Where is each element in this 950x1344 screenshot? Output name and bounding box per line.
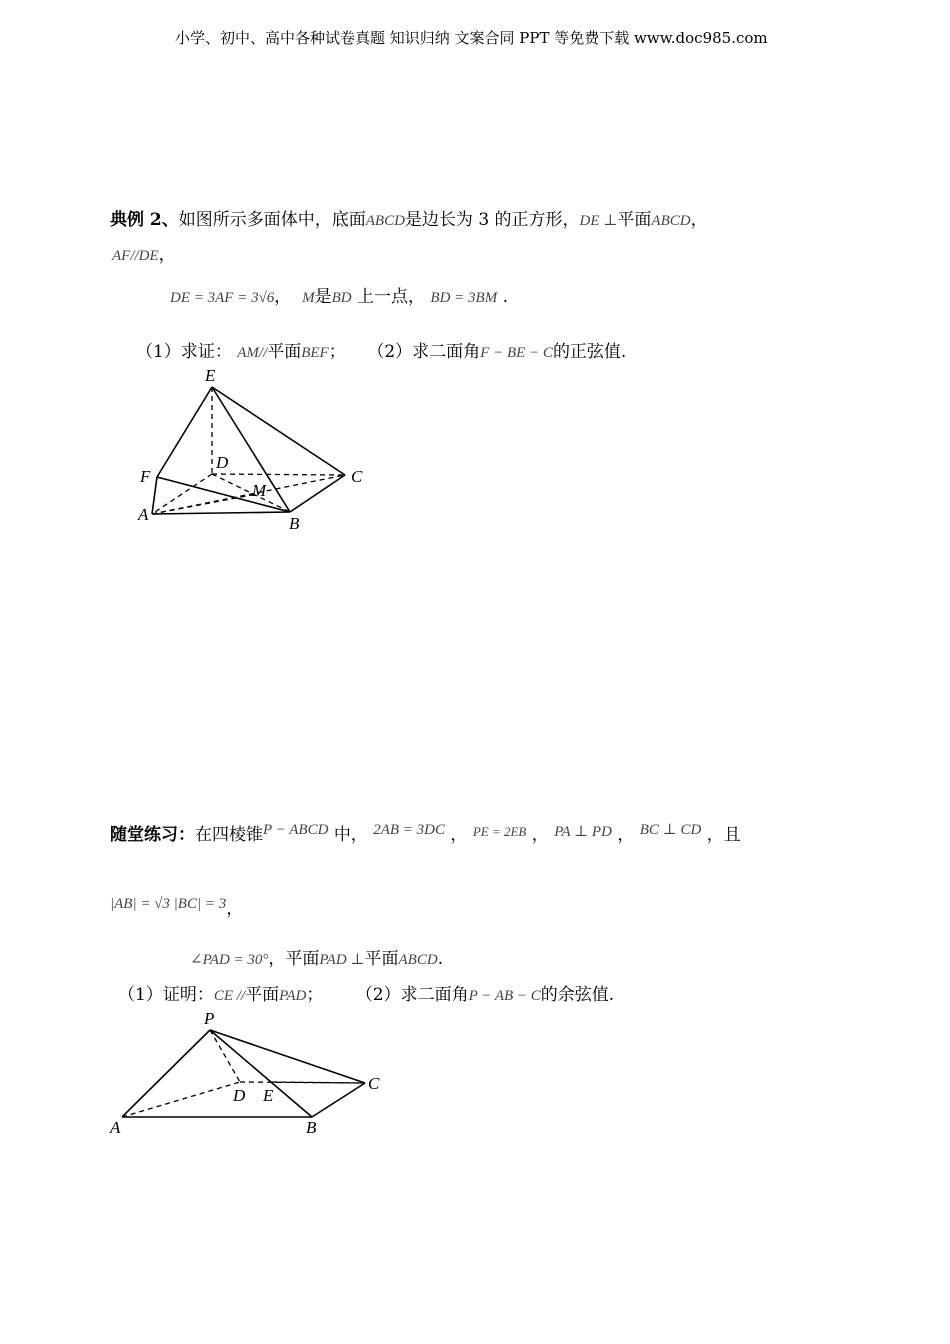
text: .	[502, 287, 509, 307]
edge-bc	[312, 1083, 365, 1117]
practice-questions	[118, 980, 614, 1005]
example-label: 典例 2、	[110, 210, 179, 230]
practice-line-1	[110, 820, 741, 845]
text: 如图所示多面体中，底面	[178, 210, 366, 230]
text: ，	[531, 825, 549, 845]
edge-pb	[210, 1030, 312, 1117]
edge-ab	[152, 512, 290, 514]
text: ；	[306, 985, 324, 1005]
math-m: M	[302, 290, 315, 306]
math-pa-perp-pd: PA ⊥ PD	[554, 824, 612, 840]
text: ，	[274, 287, 292, 307]
label-d: D	[233, 1086, 246, 1105]
math-bef: BEF	[301, 345, 329, 361]
label-a: A	[110, 1118, 121, 1137]
label-d: D	[216, 453, 229, 472]
edge-bc	[290, 475, 345, 512]
math-ce: CE //	[213, 988, 246, 1004]
edge-fa	[152, 477, 157, 514]
text: 平面	[267, 342, 302, 362]
figure-pyramid	[100, 1005, 400, 1145]
math-abcd: ABCD	[365, 213, 405, 229]
math-pad-perp: PAD ⊥	[319, 952, 365, 968]
math-pad: PAD	[279, 988, 307, 1004]
math-bd-equation: BD = 3BM	[430, 290, 498, 306]
edge-am-hidden	[152, 494, 257, 514]
math-de-equation: DE = 3AF = 3√6	[170, 290, 275, 306]
example-2-line-1	[110, 205, 708, 230]
edge-dc-hidden	[212, 474, 345, 475]
text: ，且	[706, 825, 741, 845]
example-2-questions	[136, 337, 626, 362]
text: 平面	[617, 210, 652, 230]
label-a: A	[138, 505, 149, 524]
math-af-parallel-de: AF//DE	[112, 248, 159, 264]
text: 的正弦值.	[552, 342, 627, 362]
text: ；	[328, 342, 346, 362]
text: 上一点，	[357, 287, 426, 307]
text: 中，	[333, 825, 368, 845]
math-bd: BD	[331, 290, 352, 306]
page-header: 小学、初中、高中各种试卷真题 知识归纳 文案合同 PPT 等免费下载 www.doc985.com	[175, 29, 768, 47]
label-f: F	[140, 467, 151, 486]
math-abs-equation: |AB| = √3 |BC| = 3	[110, 896, 227, 912]
math-pe: PE = 2EB	[472, 824, 527, 839]
figure-polyhedron	[130, 362, 380, 537]
math-abcd: ABCD	[398, 952, 438, 968]
label-p: P	[204, 1009, 215, 1028]
practice-line-2	[110, 888, 244, 919]
text: ，	[450, 825, 468, 845]
label-b: B	[306, 1118, 317, 1137]
math-2ab: 2AB = 3DC	[373, 822, 446, 838]
edge-eb	[212, 387, 290, 512]
text: ，	[690, 210, 708, 230]
edge-fb	[157, 477, 290, 512]
math-bc-perp-cd: BC ⊥ CD	[639, 822, 702, 838]
math-angle-pad: ∠PAD = 30°	[190, 952, 269, 968]
label-b: B	[289, 514, 300, 533]
text: 平面	[245, 985, 280, 1005]
math-fbec: F − BE − C	[480, 345, 553, 361]
edge-pd-hidden	[210, 1030, 240, 1082]
label-c: C	[351, 467, 363, 486]
example-2-line-2	[112, 240, 176, 265]
question-2-prefix: （2）求二面角	[367, 342, 481, 362]
edge-ec	[212, 387, 345, 475]
edge-pc	[210, 1030, 365, 1083]
question-1-prefix: （1）求证：	[136, 342, 232, 362]
label-c: C	[368, 1074, 380, 1093]
math-pabcd: P − ABCD	[263, 822, 329, 838]
text: ，	[226, 899, 244, 919]
text: ，	[617, 825, 635, 845]
question-2-prefix: （2）求二面角	[355, 985, 469, 1005]
example-2-line-3	[170, 282, 508, 307]
text: 在四棱锥	[195, 825, 263, 845]
practice-label: 随堂练习：	[110, 825, 195, 845]
practice-line-3	[190, 944, 443, 969]
label-m: M	[252, 481, 267, 500]
text: ，	[158, 245, 176, 265]
text: 是	[314, 287, 332, 307]
question-1-prefix: （1）证明：	[118, 985, 214, 1005]
label-e: E	[263, 1086, 274, 1105]
text: 的余弦值.	[540, 985, 615, 1005]
label-e: E	[205, 366, 216, 385]
math-pabc: P − AB − C	[468, 988, 541, 1004]
text: ，平面	[268, 949, 320, 969]
text: 平面	[364, 949, 399, 969]
text: 是边长为 3 的正方形，	[404, 210, 580, 230]
math-abcd: ABCD	[651, 213, 691, 229]
math-am: AM//	[237, 345, 268, 361]
edge-ef	[157, 387, 212, 477]
text: .	[437, 949, 444, 969]
math-de-perp: DE ⊥	[579, 213, 618, 229]
